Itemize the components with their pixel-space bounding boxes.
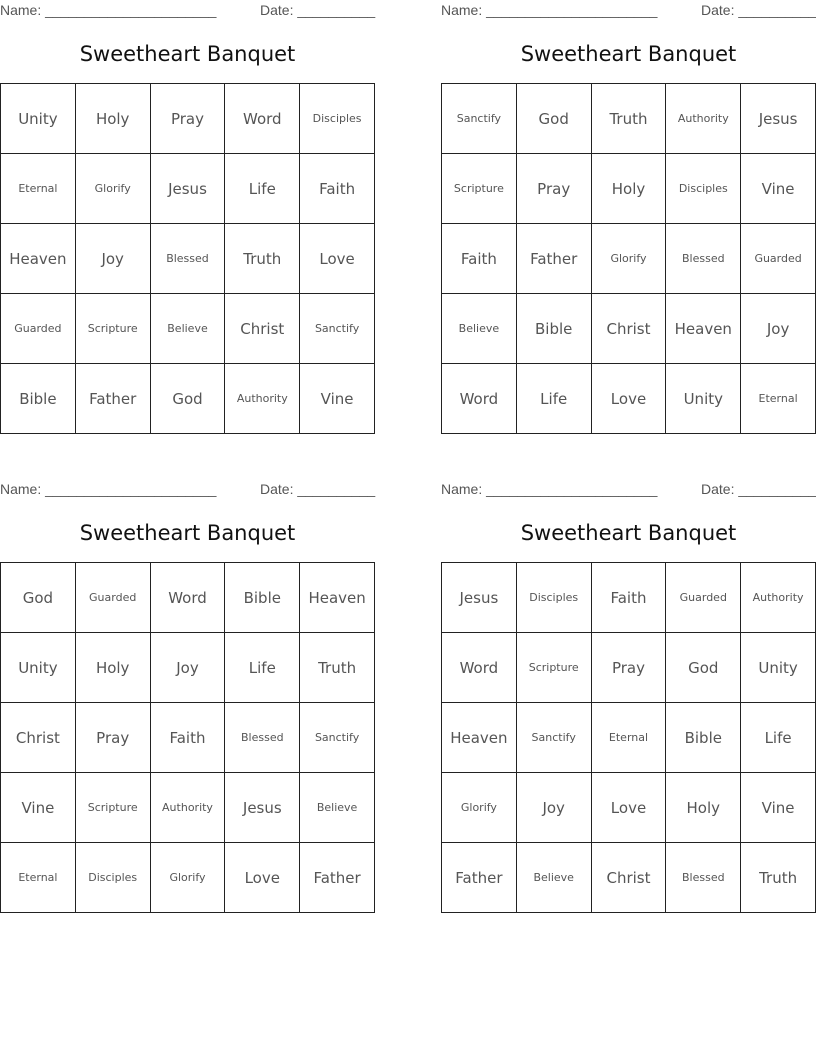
bingo-card (441, 479, 816, 914)
name-field-label: Name: ______________________ (0, 481, 217, 497)
bingo-cell: Disciples (300, 84, 375, 154)
bingo-cell: Believe (517, 843, 592, 913)
bingo-cell: Holy (76, 84, 151, 154)
bingo-cell: Vine (741, 773, 816, 843)
bingo-cell: Father (76, 364, 151, 434)
date-field-label: Date: __________ (701, 481, 816, 497)
bingo-cell: Scripture (76, 294, 151, 364)
bingo-cell: Disciples (517, 563, 592, 633)
bingo-cell: Glorify (76, 154, 151, 224)
bingo-cell: Vine (1, 773, 76, 843)
bingo-grid (0, 562, 375, 913)
bingo-cell: Disciples (76, 843, 151, 913)
bingo-cell: Sanctify (442, 84, 517, 154)
bingo-cell: Authority (151, 773, 226, 843)
card-title: Sweetheart Banquet (79, 42, 296, 66)
bingo-cell: Heaven (1, 224, 76, 294)
bingo-cell: Holy (76, 633, 151, 703)
bingo-cell: Guarded (666, 563, 741, 633)
bingo-cell: Truth (300, 633, 375, 703)
bingo-cell: Blessed (666, 843, 741, 913)
bingo-cell: Vine (741, 154, 816, 224)
bingo-cell: Joy (517, 773, 592, 843)
bingo-cell: Love (300, 224, 375, 294)
bingo-cell: Vine (300, 364, 375, 434)
bingo-grid (441, 83, 816, 434)
bingo-cell: Glorify (442, 773, 517, 843)
bingo-cell: Truth (592, 84, 667, 154)
bingo-cell: Blessed (225, 703, 300, 773)
bingo-cell: Faith (300, 154, 375, 224)
bingo-cell: Scripture (517, 633, 592, 703)
bingo-cell: Blessed (151, 224, 226, 294)
card-title: Sweetheart Banquet (520, 42, 737, 66)
card-header (0, 2, 375, 20)
bingo-cell: Truth (741, 843, 816, 913)
bingo-cell: Holy (666, 773, 741, 843)
card-header (0, 481, 375, 499)
bingo-cell: Unity (666, 364, 741, 434)
card-header (441, 2, 816, 20)
bingo-cell: Jesus (225, 773, 300, 843)
bingo-cell: Glorify (151, 843, 226, 913)
card-header (441, 481, 816, 499)
bingo-cell: Christ (225, 294, 300, 364)
bingo-cell: Father (300, 843, 375, 913)
bingo-cell: Word (151, 563, 226, 633)
bingo-cell: Pray (592, 633, 667, 703)
bingo-cell: Jesus (151, 154, 226, 224)
bingo-cell: Faith (442, 224, 517, 294)
bingo-cell: Eternal (1, 154, 76, 224)
bingo-cell: Life (225, 154, 300, 224)
date-field-label: Date: __________ (260, 481, 376, 497)
bingo-cell: Bible (517, 294, 592, 364)
bingo-cell: Pray (76, 703, 151, 773)
bingo-cell: Word (225, 84, 300, 154)
bingo-cell: Joy (151, 633, 226, 703)
date-field-label: Date: __________ (260, 2, 376, 18)
bingo-cell: Eternal (741, 364, 816, 434)
bingo-cell: Sanctify (517, 703, 592, 773)
bingo-cell: Sanctify (300, 703, 375, 773)
bingo-cell: Word (442, 364, 517, 434)
bingo-cell: Sanctify (300, 294, 375, 364)
bingo-cell: Pray (151, 84, 226, 154)
bingo-cell: Unity (741, 633, 816, 703)
bingo-cell: Authority (666, 84, 741, 154)
bingo-cell: Father (442, 843, 517, 913)
card-title: Sweetheart Banquet (520, 521, 737, 545)
bingo-cell: God (1, 563, 76, 633)
bingo-card (0, 479, 375, 914)
bingo-cell: Christ (1, 703, 76, 773)
bingo-cell: Bible (666, 703, 741, 773)
bingo-cell: Blessed (666, 224, 741, 294)
bingo-cell: Eternal (1, 843, 76, 913)
name-field-label: Name: ______________________ (441, 2, 658, 18)
bingo-cell: Guarded (741, 224, 816, 294)
bingo-card (0, 0, 375, 435)
bingo-cell: Life (517, 364, 592, 434)
bingo-cell: God (517, 84, 592, 154)
bingo-cell: Believe (151, 294, 226, 364)
bingo-cell: Unity (1, 633, 76, 703)
bingo-cell: Bible (225, 563, 300, 633)
bingo-cell: God (666, 633, 741, 703)
bingo-cell: Love (592, 364, 667, 434)
bingo-cell: Disciples (666, 154, 741, 224)
bingo-cell: Faith (592, 563, 667, 633)
bingo-cell: Jesus (741, 84, 816, 154)
bingo-cell: Word (442, 633, 517, 703)
bingo-cell: Truth (225, 224, 300, 294)
bingo-grid (0, 83, 375, 434)
card-title: Sweetheart Banquet (79, 521, 296, 545)
bingo-cell: Love (592, 773, 667, 843)
bingo-cell: Christ (592, 294, 667, 364)
bingo-cell: Believe (442, 294, 517, 364)
bingo-cell: Joy (741, 294, 816, 364)
bingo-cell: Eternal (592, 703, 667, 773)
bingo-cell: Faith (151, 703, 226, 773)
bingo-cell: Authority (741, 563, 816, 633)
date-field-label: Date: __________ (701, 2, 816, 18)
bingo-cell: Love (225, 843, 300, 913)
bingo-cell: Christ (592, 843, 667, 913)
bingo-cell: Heaven (666, 294, 741, 364)
bingo-cell: Life (741, 703, 816, 773)
bingo-cell: God (151, 364, 226, 434)
bingo-grid (441, 562, 816, 913)
bingo-cell: Father (517, 224, 592, 294)
bingo-card (441, 0, 816, 435)
name-field-label: Name: ______________________ (441, 481, 658, 497)
bingo-cell: Glorify (592, 224, 667, 294)
bingo-cell: Believe (300, 773, 375, 843)
bingo-cell: Joy (76, 224, 151, 294)
bingo-cell: Heaven (442, 703, 517, 773)
bingo-cell: Authority (225, 364, 300, 434)
bingo-cell: Guarded (76, 563, 151, 633)
bingo-cell: Jesus (442, 563, 517, 633)
bingo-cell: Bible (1, 364, 76, 434)
bingo-cell: Scripture (76, 773, 151, 843)
bingo-cell: Guarded (1, 294, 76, 364)
bingo-cell: Unity (1, 84, 76, 154)
bingo-cell: Holy (592, 154, 667, 224)
bingo-cell: Pray (517, 154, 592, 224)
bingo-cell: Life (225, 633, 300, 703)
name-field-label: Name: ______________________ (0, 2, 217, 18)
bingo-cell: Heaven (300, 563, 375, 633)
bingo-cell: Scripture (442, 154, 517, 224)
